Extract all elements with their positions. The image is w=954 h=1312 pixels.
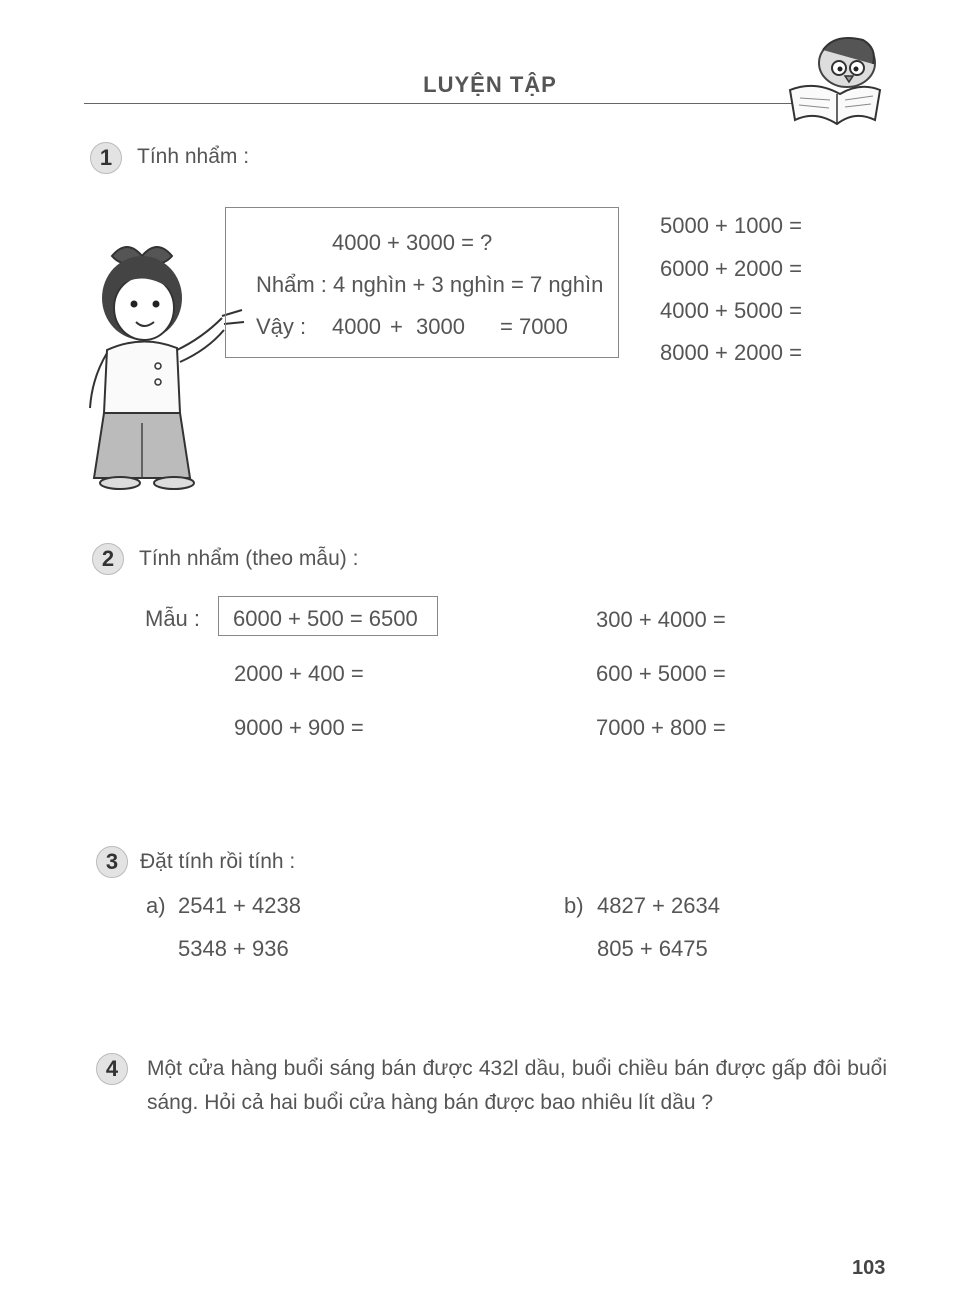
girl-pointing-illustration [82,238,247,493]
exercise-3-number: 3 [96,846,128,878]
part-a-label: a) [146,893,166,918]
example-plus: + [390,314,403,339]
word-problem-text: Một cửa hàng buổi sáng bán được 432l dầu, buổi chiều bán được gấp đôi buổi sáng. Hỏi cả hai buổi cửa hàng bán được bao nhiêu lít dầu ? [147,1057,887,1114]
example-result: = 7000 [500,314,568,339]
sample-label: Mẫu : [145,606,201,631]
example-operand-b: 3000 [416,314,465,339]
exercise-1-number: 1 [90,142,122,174]
owl-reading-book-illustration [785,28,885,128]
page-title: LUYỆN TẬP [423,72,557,97]
example-operand-a: 4000 [332,314,381,339]
exercise-3-heading: Đặt tính rồi tính : [140,850,296,873]
exercise-2-heading: Tính nhẩm (theo mẫu) : [139,547,359,570]
exercise-1-item: 5000 + 1000 = [660,213,802,238]
part-b-label: b) [564,893,584,918]
example-question: 4000 + 3000 = ? [332,230,493,255]
part-b-item: 805 + 6475 [597,936,708,961]
exercise-2-right-item: 600 + 5000 = [596,661,726,686]
exercise-1-item: 6000 + 2000 = [660,256,802,281]
exercise-4-number: 4 [96,1053,128,1085]
example-mental-step: Nhẩm : 4 nghìn + 3 nghìn = 7 nghìn [256,272,604,297]
exercise-2-right-item: 300 + 4000 = [596,607,726,632]
exercise-2-number: 2 [92,543,124,575]
exercise-2-left-item: 2000 + 400 = [234,661,364,686]
part-a-item: 5348 + 936 [178,936,289,961]
title-rule [84,103,814,104]
exercise-1-heading: Tính nhẩm : [137,145,250,168]
example-conclusion-label: Vậy : [256,314,307,339]
page-number: 103 [852,1257,886,1279]
exercise-2-left-item: 9000 + 900 = [234,715,364,740]
exercise-1-item: 8000 + 2000 = [660,340,802,365]
part-b-item: 4827 + 2634 [597,893,720,918]
exercise-1-item: 4000 + 5000 = [660,298,802,323]
exercise-2-right-item: 7000 + 800 = [596,715,726,740]
sample-equation: 6000 + 500 = 6500 [233,606,418,631]
part-a-item: 2541 + 4238 [178,893,301,918]
